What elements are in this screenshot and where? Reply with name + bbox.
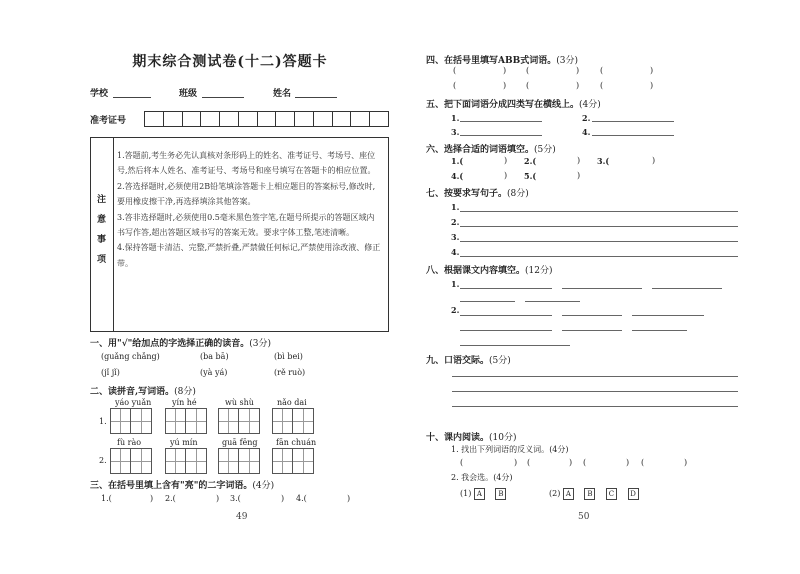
answer-line[interactable]: [452, 376, 738, 377]
section-4-title: 四、在括号里填写ABB式词语。(3分): [426, 56, 578, 66]
answer-line[interactable]: [562, 315, 622, 316]
answer-line[interactable]: [632, 315, 704, 316]
answer-line[interactable]: [460, 256, 738, 257]
s6-blank[interactable]: 4.(: [451, 171, 464, 181]
exam-id-label: 准考证号: [90, 116, 127, 126]
s10-blank[interactable]: (: [641, 458, 645, 467]
school-label: 学校: [90, 89, 109, 99]
answer-line[interactable]: [632, 330, 687, 331]
pinyin: nǎo dai: [277, 398, 307, 407]
s10-blank[interactable]: (: [527, 458, 531, 467]
choice-box[interactable]: D: [628, 488, 639, 500]
name-label: 姓名: [273, 89, 292, 99]
notice-item: 1.答题前,考生务必先认真核对条形码上的姓名、准考证号、考场号、座位号,然后将本人姓名、准考证号、考场号和座号填写在答题卡的相应位置。: [117, 151, 376, 176]
page-number-right: 50: [578, 512, 590, 522]
answer-line[interactable]: [460, 211, 738, 212]
answer-line[interactable]: [652, 288, 722, 289]
exam-id-boxes[interactable]: [144, 111, 389, 127]
name-field[interactable]: [295, 87, 337, 98]
writing-grid[interactable]: [110, 408, 152, 434]
answer-line[interactable]: [562, 288, 642, 289]
section-7-title: 七、按要求写句子。(8分): [426, 189, 529, 199]
answer-line[interactable]: [460, 135, 542, 136]
section-3-title: 三、在括号里填上含有"亮"的二字词语。(4分): [90, 481, 275, 491]
answer-line[interactable]: [592, 135, 674, 136]
choice-box[interactable]: C: [606, 488, 617, 500]
s10-blank[interactable]: (: [583, 458, 587, 467]
writing-grid[interactable]: [272, 448, 314, 474]
section-6-title: 六、选择合适的词语填空。(5分): [426, 145, 556, 155]
s10-q1: 1. 找出下列词语的反义词。(4分): [451, 445, 569, 454]
pinyin: fān chuán: [276, 438, 317, 447]
section-1-title: 一、用"√"给加点的字选择正确的读音。(3分): [90, 339, 272, 349]
s4-blank[interactable]: (: [526, 81, 530, 90]
pinyin: yú mín: [170, 438, 198, 447]
choice-box[interactable]: B: [584, 488, 595, 500]
s6-blank[interactable]: 2.(: [524, 156, 537, 166]
s6-blank[interactable]: 3.(: [597, 156, 610, 166]
answer-line[interactable]: [592, 121, 674, 122]
s4-blank[interactable]: (: [453, 66, 457, 75]
s10-choice-2: (2) A B C D: [549, 488, 647, 500]
writing-grid[interactable]: [110, 448, 152, 474]
s1-option[interactable]: (yà yá): [200, 368, 228, 377]
notice-box: [90, 137, 389, 332]
choice-box[interactable]: B: [495, 488, 506, 500]
s3-blank[interactable]: 3.(: [230, 494, 241, 503]
writing-grid[interactable]: [218, 448, 260, 474]
pinyin: yín hé: [172, 398, 197, 407]
s6-blank[interactable]: 5.(: [524, 171, 537, 181]
s6-blank[interactable]: 1.(: [451, 156, 464, 166]
school-field[interactable]: [113, 87, 151, 98]
s3-blank[interactable]: 1.(: [101, 494, 112, 503]
notice-item: 2.答选择题时,必须使用2B铅笔填涂答题卡上相应题目的答案标号,修改时,要用橡皮擦干净,再选择填涂其他答案。: [117, 181, 376, 207]
s4-blank[interactable]: (: [600, 66, 604, 75]
s4-blank[interactable]: (: [600, 81, 604, 90]
notice-item: 4.保持答题卡清洁、完整,严禁折叠,严禁做任何标记,严禁使用涂改液、修正带。: [117, 243, 381, 268]
s4-blank[interactable]: (: [453, 81, 457, 90]
row-label: 2.: [99, 456, 107, 465]
section-10-title: 十、课内阅读。(10分): [426, 433, 517, 443]
s4-blank[interactable]: (: [526, 66, 530, 75]
choice-box[interactable]: A: [563, 488, 574, 500]
answer-line[interactable]: [460, 330, 552, 331]
answer-line[interactable]: [460, 315, 552, 316]
writing-grid[interactable]: [218, 408, 260, 434]
answer-line[interactable]: [460, 301, 515, 302]
notice-item: 3.答非选择题时,必须使用0.5毫米黑色签字笔,在题号所提示的答题区域内书写作答,超出答题区域书写的答案无效。要求字体工整,笔迹清晰。: [117, 212, 375, 238]
section-8-title: 八、根据课文内容填空。(12分): [426, 266, 553, 276]
writing-grid[interactable]: [165, 408, 207, 434]
answer-line[interactable]: [460, 241, 738, 242]
page-number-left: 49: [236, 512, 248, 522]
s3-blank[interactable]: 4.(: [296, 494, 307, 503]
notice-side: 注 意 事 项: [91, 138, 114, 331]
s1-option[interactable]: (ba bā): [200, 352, 229, 361]
answer-line[interactable]: [525, 301, 580, 302]
writing-grid[interactable]: [165, 448, 207, 474]
pinyin: wù shù: [225, 398, 254, 407]
section-5-title: 五、把下面词语分成四类写在横线上。(4分): [426, 100, 601, 110]
pinyin: yáo yuǎn: [115, 398, 152, 407]
answer-line[interactable]: [460, 288, 552, 289]
answer-line[interactable]: [460, 121, 542, 122]
s3-blank[interactable]: 2.(: [165, 494, 176, 503]
s10-blank[interactable]: (: [460, 458, 464, 467]
s1-option[interactable]: (bì bei): [274, 352, 303, 361]
choice-box[interactable]: A: [474, 488, 485, 500]
s10-choice-1: (1) A B: [460, 488, 514, 500]
s1-option[interactable]: (guǎng chǎng): [101, 352, 160, 361]
section-2-title: 二、读拼音,写词语。(8分): [90, 387, 196, 397]
pinyin: guā fēng: [222, 438, 258, 447]
answer-line[interactable]: [452, 391, 738, 392]
class-label: 班级: [179, 89, 198, 99]
answer-line[interactable]: [562, 330, 622, 331]
s1-option[interactable]: (rě ruò): [274, 368, 306, 377]
s1-option[interactable]: (jǐ jǐ): [101, 368, 120, 377]
pinyin: fù rào: [117, 438, 142, 447]
page-title: 期末综合测试卷(十二)答题卡: [132, 54, 328, 70]
class-field[interactable]: [202, 87, 244, 98]
answer-line[interactable]: [452, 406, 738, 407]
notice-text: [117, 148, 382, 271]
writing-grid[interactable]: [272, 408, 314, 434]
answer-line[interactable]: [460, 345, 570, 346]
answer-line[interactable]: [460, 226, 738, 227]
s10-q2: 2. 我会选。(4分): [451, 473, 513, 482]
row-label: 1.: [99, 417, 107, 426]
section-9-title: 九、口语交际。(5分): [426, 356, 511, 366]
